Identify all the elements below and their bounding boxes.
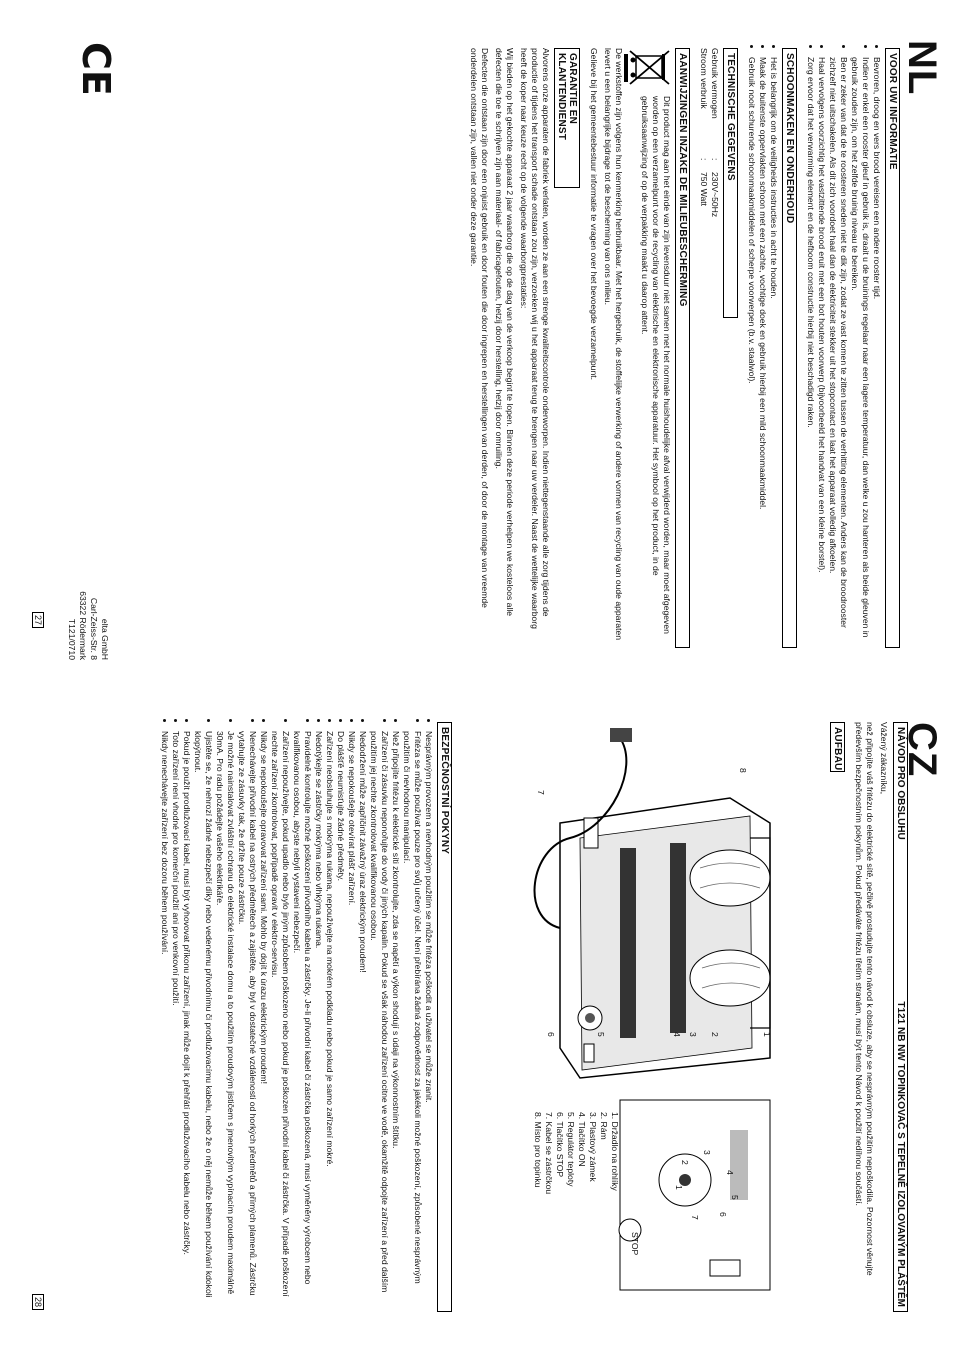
list-item: • Ujistěte se, že nehrozí žádné nebezpečí díky nebo vedenému přívodnímu či prodlužovacímu kabelu, nebo že o něj nemůže během používání kdokoli klopýtnout. <box>192 731 214 1312</box>
list-item: • Het is belangrijk om de veiligheids instructies in acht te houden. <box>768 57 779 648</box>
spec-label: Gebruik vermogen <box>710 48 720 119</box>
address-line: Carl-Zeiss-Str. 8 <box>89 597 99 660</box>
spec-sep: : <box>710 158 720 161</box>
section-heading-technische-gegevens: TECHNISCHE GEGEVENS <box>723 48 738 318</box>
spec-sep: : <box>699 158 709 161</box>
garantie-paragraph: Wij bieden op het gekochte apparaat 2 jaar waarborg die op de dag van de verkoop begint te lopen. Binnen deze periode verhelpen we kosteloos alle defecten die toe te schrijven zijn aan materiaal- of fabricagefouten, hetzij door herstelling, hetzij door omruiling. <box>494 48 515 617</box>
parts-list-item: 7. Kabel se zástrčkou <box>544 1112 554 1195</box>
callout-1: 1 <box>762 1032 772 1037</box>
list-item: • Nenechávejte přívodní kabel na ostrých předmětech a zajistěte, aby byl v dostatečné vzdálenosti od horkých předmětů a přímých plamenů. Zástrčku vytahujte ze zásuvky tak, že držíte pouze zástrčku. <box>236 731 258 1312</box>
list-item: • Do plášťě neumisťujte žádné předměty. <box>335 731 346 1312</box>
ce-mark-logo: CE <box>74 42 118 96</box>
parts-list <box>532 1112 620 1194</box>
milieu-paragraph: De werkstoffen zijn volgens hun kenmerking herbruikbaar. Met het hergebruik, de stoffelijke verwerking of andere vormen van recycling van oude apparaten levert u een belangrijke bijdrage tot de bescherming van ons milieu. <box>603 48 624 641</box>
weee-bin-icon <box>624 48 672 88</box>
parts-list-item: 3. Plastový zámek <box>588 1112 598 1182</box>
list-item: • Fritéza se může používat pouze pro svůj určený účel. Není přebírána žádná zodpovědnost za jakékoli možné poškození, způsobené nesprávným použitím či nevhodnou manipulací. <box>401 731 423 1312</box>
dial-number: 6 <box>718 1212 728 1217</box>
list-item: • Než připojíte fritézu k elektrické síti zkontrolujte, zda se napětí a výkon shodují s údaji na výkonnostním štítku. <box>390 731 401 1312</box>
callout-5: 5 <box>596 1032 606 1037</box>
list-item: • Zařízení nepoužívejte, pokud upadlo nebo bylo jiným způsobem poškozeno nebo pokud je poškozen přívodní kabel či zástrčka. V případě poškození nechte zařízení zkontrolovat, popřípadě opravit v elektro-servisu. <box>269 731 291 1312</box>
list-item: • Ben er zeker van dat de te roosteren sneden niet te dik zijn, zodat ze vast komen te zitten tussen de verhitting elementen. Anders kan de broodrooster zichzelf niet uitschakelen. Als dit zich voordoet haal dan de elektriciteit stekker uit het stopcontact en laat het apparaat volledig afkoelen. <box>827 57 849 648</box>
parts-list-item: 4. Tlačítko ON <box>577 1112 587 1167</box>
list-item: • Zařízení či zásuvku neponořujte do vody či jiných kapalin. Pokud se však náhodou zařízení ocitne ve vodě, okamžitě odpojte zařízení a před dalším použitím jej nechte zkontrolovat kvalifikovanou osobou. <box>368 731 390 1312</box>
dial-number: 2 <box>680 1160 690 1165</box>
garantie-paragraph: Defecten die ontstaan zijn door een onjuist gebruik en door fouten die door ingrepen en herstellingen van derden, of door de montage van vreemde onderdelen ontstaan zijn, vallen niet onder deze garantie. <box>469 48 490 608</box>
garantie-paragraph: Alvorens onze apparaten de fabriek verlaten, worden ze aan een strenge kwaliteitscontrole onderworpen. Indien niettegenstaande alle zorg tijdens de productie of tijdens het transport schade ontstaan zou zijn, verzoeken wij u het apparaat terug te brengen naar uw verdeler. Naast de wettelijke waarborg heeft de koper naar keuze recht op de volgende waarborgprestaties: <box>519 48 551 629</box>
list-item: • Pokud je použit prodlužovací kabel, musí být vyhovovat příkonu zařízení, jinak může dojít k přehřátí prodlužovacího kabelu nebo zástrčky. <box>181 731 192 1312</box>
page-number: 28 <box>32 1294 44 1310</box>
section-heading-bezpecnostni-pokyny: BEZPEČNOSTNÍ POKYNY <box>437 722 452 1312</box>
list-item: • Nikdy se nepokoušejte opravovat zařízení sami. Mohlo by dojít k úrazu elektrickým proudem! <box>258 731 269 1312</box>
dial-number: 7 <box>690 1215 700 1220</box>
dial-number: 4 <box>725 1170 735 1175</box>
parts-list-item: 6. Tlačítko STOP <box>555 1112 565 1178</box>
section-heading-milieu: AANWIJZINGEN INZAKE DE MILIEUBESCHERMING <box>675 48 690 648</box>
callout-6: 6 <box>546 1032 556 1037</box>
safety-list <box>159 722 434 1312</box>
language-tag-cz: CZ <box>900 722 944 778</box>
list-item: • Bevroren, droog en vers brood vereisen een andere rooster tijd. <box>871 57 882 648</box>
product-title: T121 NB NW TOPINKOVAČ S TEPELNĚ IZOLOVANÝM PLÁŠTĚM <box>895 1001 906 1307</box>
dial-number: 5 <box>730 1195 740 1200</box>
callout-7: 7 <box>536 790 546 795</box>
page-number: 27 <box>32 612 44 628</box>
parts-list-item: 2. Rám <box>599 1112 609 1140</box>
cz-column-intro <box>827 722 908 1312</box>
list-item: • Toto zařízení není vhodné pro komerční použití ani pro venkovní použití. <box>170 731 181 1312</box>
nl-column-info <box>465 48 908 648</box>
list-item: • Haal vervolgens voorzichtig het vastzittende brood eruit met een bot houten voorwerp (bijvoorbeeld het handvat van een kleine borstel). <box>816 57 827 648</box>
address-line: T121/0710 <box>67 618 77 660</box>
section-heading-voor-uw-informatie: VOOR UW INFORMATIE <box>885 48 900 648</box>
callout-4: 4 <box>672 1032 682 1037</box>
tech-specs <box>698 48 720 648</box>
list-item: • Indien er enkel een rooster gleuf in gebruik is, draait u de bruinings regelaar naar een lagere temperatuur, dan welke u zou hanteren als beide gleuven in gebruik zouden zijn, om het zelfde bruinig niveau te bereiken. <box>849 57 871 648</box>
list-item: • Gebruik nooit schurende schoonmaakmiddelen of scherpe voorwerpen (b.v. staalwol). <box>746 57 757 648</box>
address-line: elta GmbH <box>100 618 110 660</box>
spec-value: 230V~50Hz <box>710 172 720 218</box>
company-address <box>66 540 110 660</box>
cz-header-bar <box>893 722 908 1312</box>
intro-paragraph: než připojíte váš fritézu do elektrické sítě, pečlivě prostudujte tento návod k obsluze, aby se nesprávným použitím nepoškodila. Pozornost věnujte především bezpečnostním pokynům. Pokud předáváte fritézu třetím stranám, musí být tento Návod k použití nedílnou součástí. <box>854 722 875 1276</box>
address-line: 63322 Rödermark <box>78 591 88 660</box>
list-item: • Je možné nainstalovat zvláštní ochranu do elektrické instalace domu a to použitím proudovým jističem s jmenovitým vypínacím proudem maximálně 30mA. Pro radu požádejte vašeho elektrikáře. <box>214 731 236 1312</box>
stop-label: STOP <box>630 1232 640 1256</box>
spec-label: Stroom verbruik <box>699 48 709 109</box>
list-item: • Nikdy nenechávejte zařízení bez dozoru během používání. <box>159 731 170 1312</box>
list-item: • Nedotýkejte se zástrčky mokrýma nebo vlhkýma rukama. <box>313 731 324 1312</box>
parts-list-item: 8. Místo pro topinku <box>533 1112 543 1188</box>
language-tag-nl: NL <box>900 40 944 96</box>
milieu-paragraph: Dit product mag aan het einde van zijn levensduur niet samen met het normale huishoudelijke afval verwijderd worden, maar moet afgegeven worden op een verzamelpunt voor de recycling van elektrische en elektronische apparatuur. Het symbool op het product, in de gebruiksaanwijzing of op de verpakking maakt u daarop attent. <box>640 96 672 634</box>
list-item: • Nedodržení může zapříčinit závažný úraz elektrickým proudem! <box>357 731 368 1312</box>
list-item: • Zařízení neobsluhujte s mokrýma rukama, nepoužívejte na mokrém podkladu nebo pokud je samo zařízení mokré. <box>324 731 335 1312</box>
dial-number: 3 <box>702 1150 712 1155</box>
voor-list <box>805 48 882 648</box>
schoon-list <box>746 48 779 648</box>
list-item: • Nikdy se nepokoušejte otevírat plášť zařízení. <box>346 731 357 1312</box>
toaster-illustration <box>520 728 790 1108</box>
list-item: • Zorg ervoor dat het verwarming element en de hefboom constructie hierbij niet beschadigd raken. <box>805 57 816 648</box>
parts-list-item: 1. Držadlo na rohlíky <box>610 1112 620 1191</box>
cz-column-safety <box>159 722 460 1312</box>
section-heading-garantie: GARANTIE EN KLANTENDIENST <box>554 48 580 188</box>
parts-list-item: 5. Regulátor teploty <box>566 1112 576 1187</box>
callout-2: 2 <box>710 1032 720 1037</box>
control-panel-diagram <box>600 1090 780 1300</box>
list-item: • Nesprávným provozem a nevhodným použitím se může fritéza poškodit a uživatel se může zranit. <box>423 731 434 1312</box>
intro-greeting: Vážený zákazníku, <box>879 722 889 795</box>
manual-title: NÁVOD PRO OBSLUHU <box>895 727 906 840</box>
callout-3: 3 <box>688 1032 698 1037</box>
section-heading-aufbau: AUFBAU <box>830 722 845 772</box>
dial-number: 1 <box>674 1185 684 1190</box>
section-heading-schoonmaken: SCHOONMAKEN EN ONDERHOUD <box>782 48 797 648</box>
spec-value: 750 Watt <box>699 172 709 207</box>
milieu-paragraph: Gelieve bij het gemeentebestuur informatie te vragen over het bevoegde verzamelpunt. <box>589 48 599 381</box>
list-item: • Maak de buitenste oppervlakten schoon met een zachte, vochtige doek en gebruik hierbij een mild schoonmaakmiddel. <box>757 57 768 648</box>
list-item: • Pravidelně kontrolujte možné poškození přívodního kabelu a zástrčky. Je-li přívodní kabel či zástrčka poškozená, musí vyměněny výrobcem nebo kvalifikovanou osobou, abyste nebyli vystaveni nebezpečí. <box>291 731 313 1312</box>
callout-8: 8 <box>738 768 748 773</box>
